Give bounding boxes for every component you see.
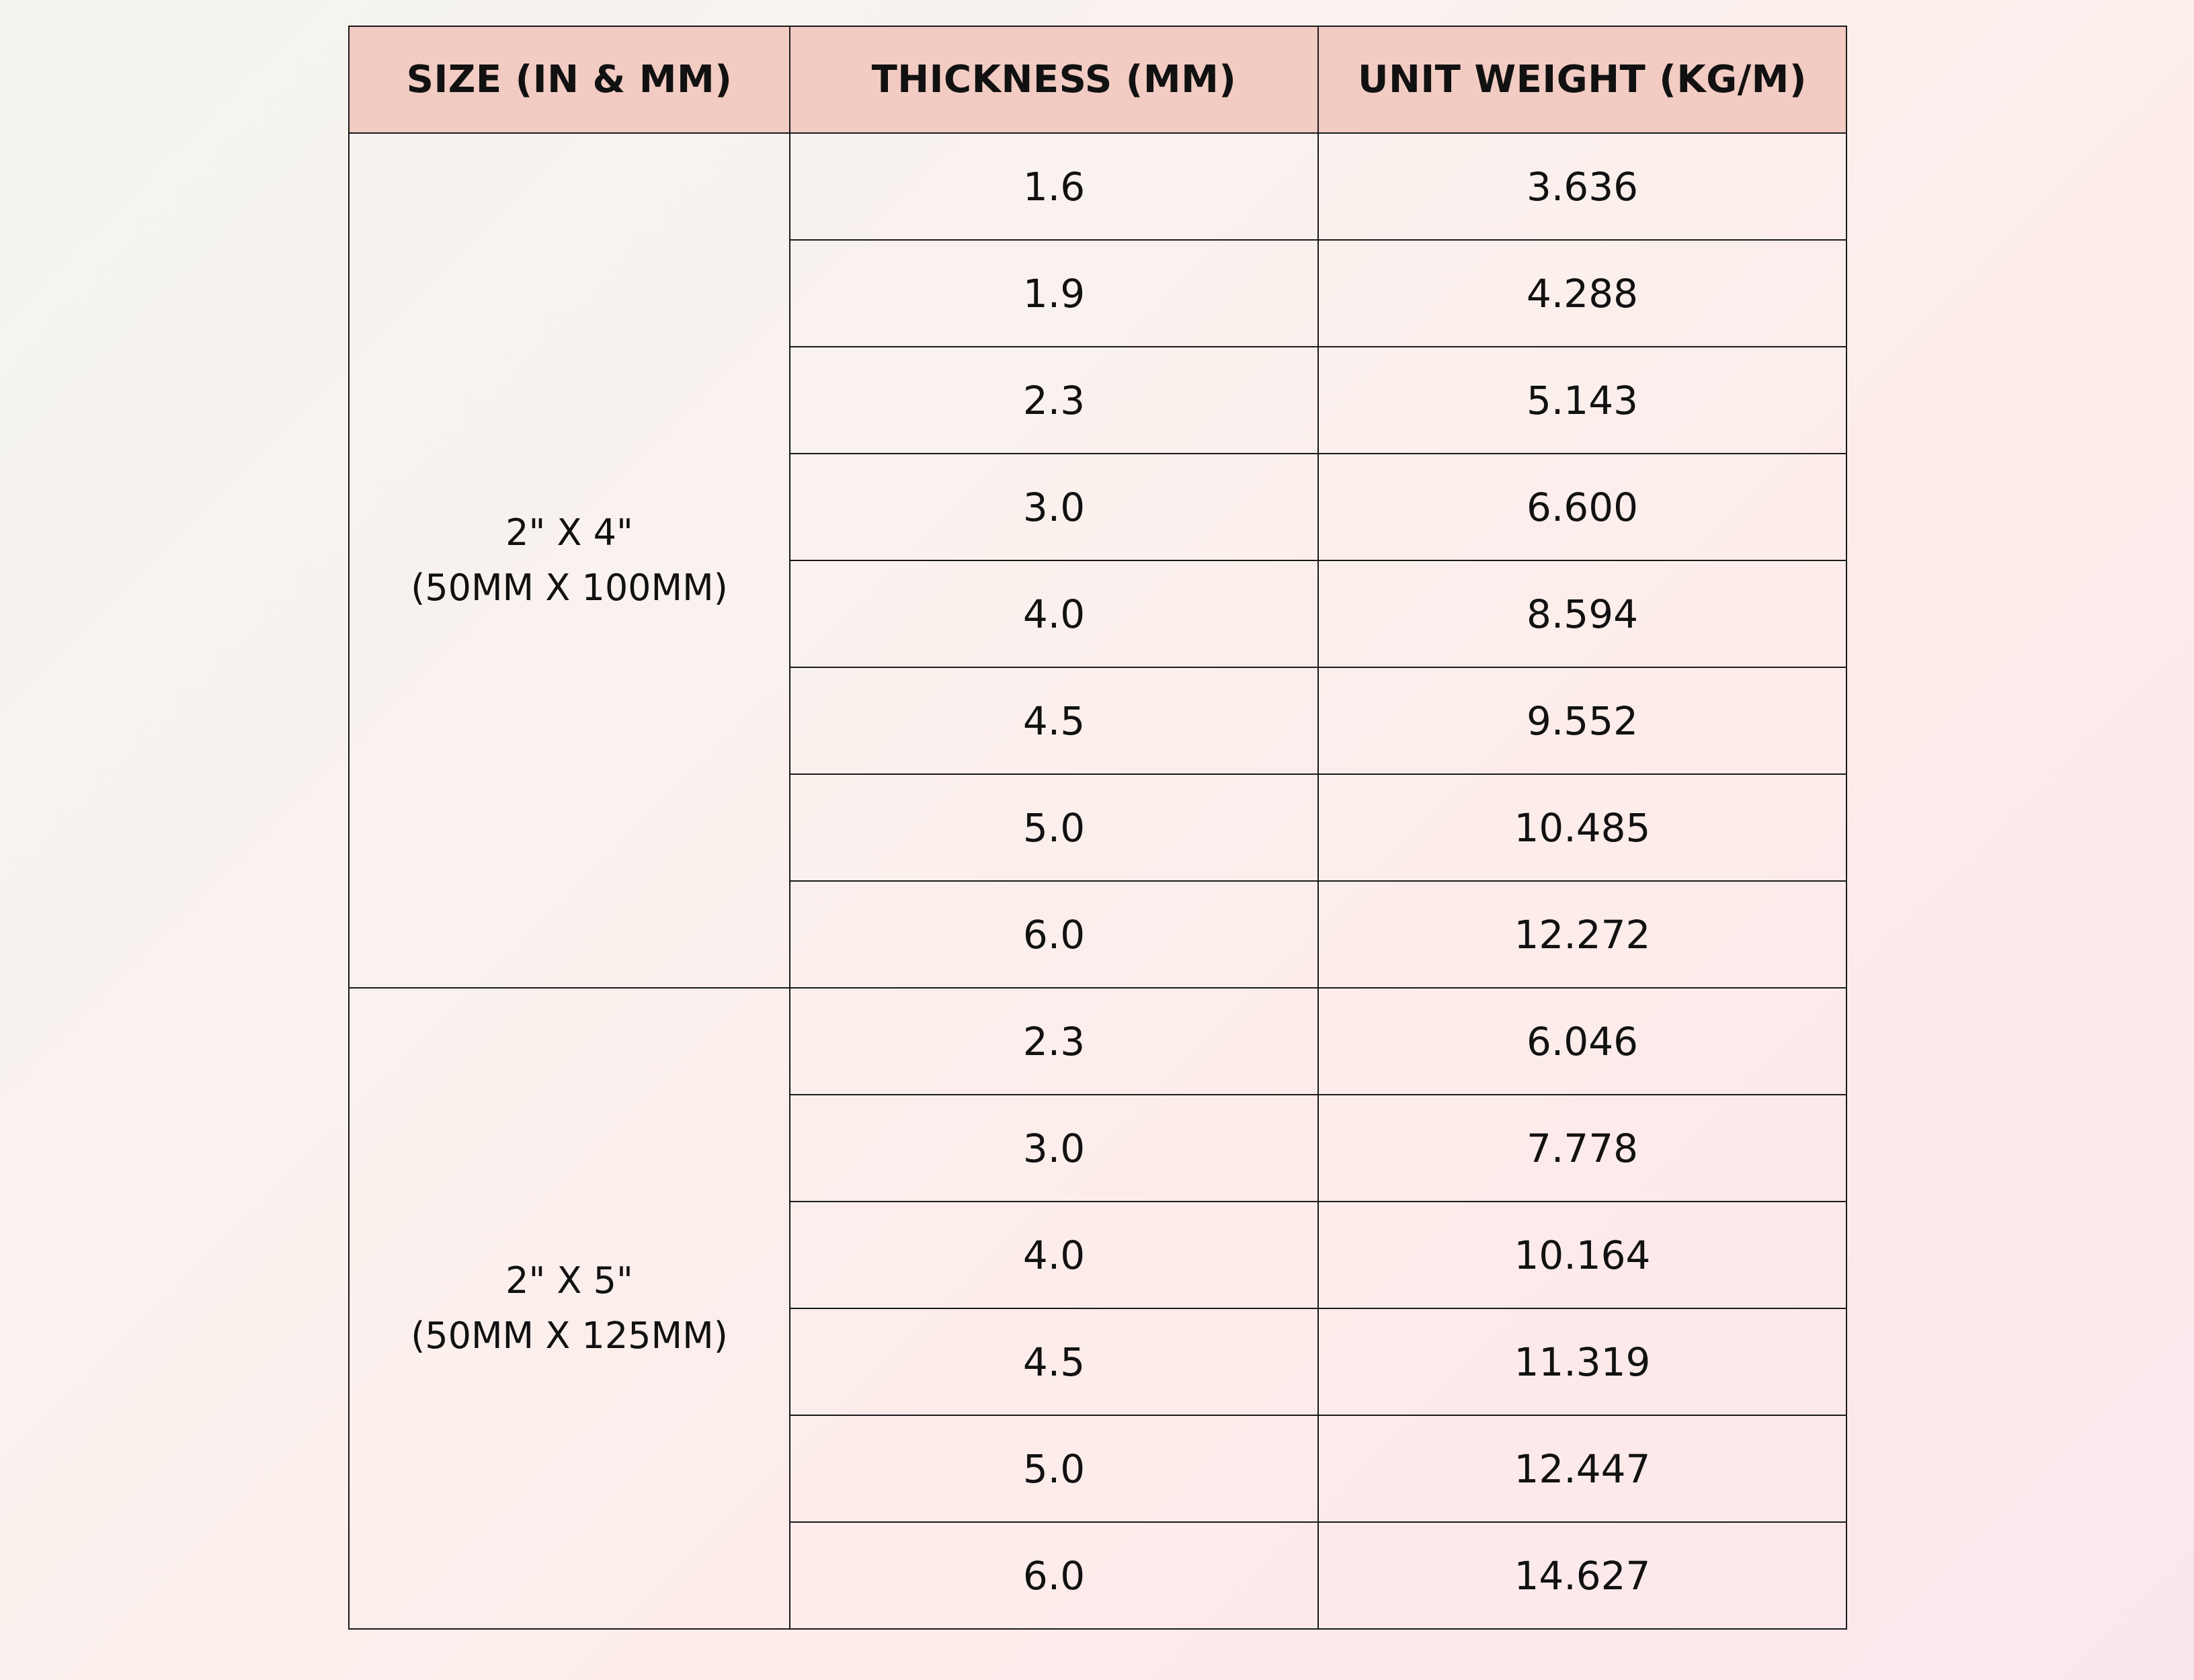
thickness-cell: 1.9 xyxy=(790,240,1318,347)
weight-cell: 10.164 xyxy=(1318,1202,1846,1308)
size-millimeters: (50MM X 100MM) xyxy=(411,566,728,609)
header-size: SIZE (IN & MM) xyxy=(349,26,790,133)
weight-cell: 6.046 xyxy=(1318,988,1846,1095)
weight-cell: 5.143 xyxy=(1318,347,1846,454)
table-row xyxy=(349,988,1846,1095)
weight-cell: 12.447 xyxy=(1318,1415,1846,1522)
weight-cell: 14.627 xyxy=(1318,1522,1846,1629)
thickness-cell: 3.0 xyxy=(790,454,1318,560)
weight-cell: 12.272 xyxy=(1318,881,1846,988)
thickness-cell: 2.3 xyxy=(790,988,1318,1095)
weight-cell: 6.600 xyxy=(1318,454,1846,560)
weight-cell: 3.636 xyxy=(1318,133,1846,240)
table-row xyxy=(349,133,1846,240)
header-row xyxy=(349,26,1846,133)
size-cell xyxy=(349,133,790,988)
size-inches: 2" X 4" xyxy=(505,511,633,554)
header-unit-weight: UNIT WEIGHT (KG/M) xyxy=(1318,26,1846,133)
thickness-cell: 4.0 xyxy=(790,560,1318,667)
size-cell xyxy=(349,988,790,1629)
thickness-cell: 2.3 xyxy=(790,347,1318,454)
thickness-cell: 3.0 xyxy=(790,1095,1318,1202)
size-millimeters: (50MM X 125MM) xyxy=(411,1314,728,1357)
thickness-cell: 5.0 xyxy=(790,1415,1318,1522)
thickness-cell: 1.6 xyxy=(790,133,1318,240)
thickness-cell: 4.0 xyxy=(790,1202,1318,1308)
thickness-cell: 5.0 xyxy=(790,774,1318,881)
thickness-cell: 6.0 xyxy=(790,1522,1318,1629)
weight-cell: 7.778 xyxy=(1318,1095,1846,1202)
weight-cell: 9.552 xyxy=(1318,667,1846,774)
weight-cell: 4.288 xyxy=(1318,240,1846,347)
thickness-cell: 4.5 xyxy=(790,1308,1318,1415)
weight-cell: 10.485 xyxy=(1318,774,1846,881)
weight-cell: 8.594 xyxy=(1318,560,1846,667)
weight-table-container xyxy=(348,26,1846,1630)
thickness-cell: 4.5 xyxy=(790,667,1318,774)
header-thickness: THICKNESS (MM) xyxy=(790,26,1318,133)
size-inches: 2" X 5" xyxy=(505,1259,633,1302)
weight-cell: 11.319 xyxy=(1318,1308,1846,1415)
thickness-cell: 6.0 xyxy=(790,881,1318,988)
weight-table xyxy=(348,26,1847,1630)
